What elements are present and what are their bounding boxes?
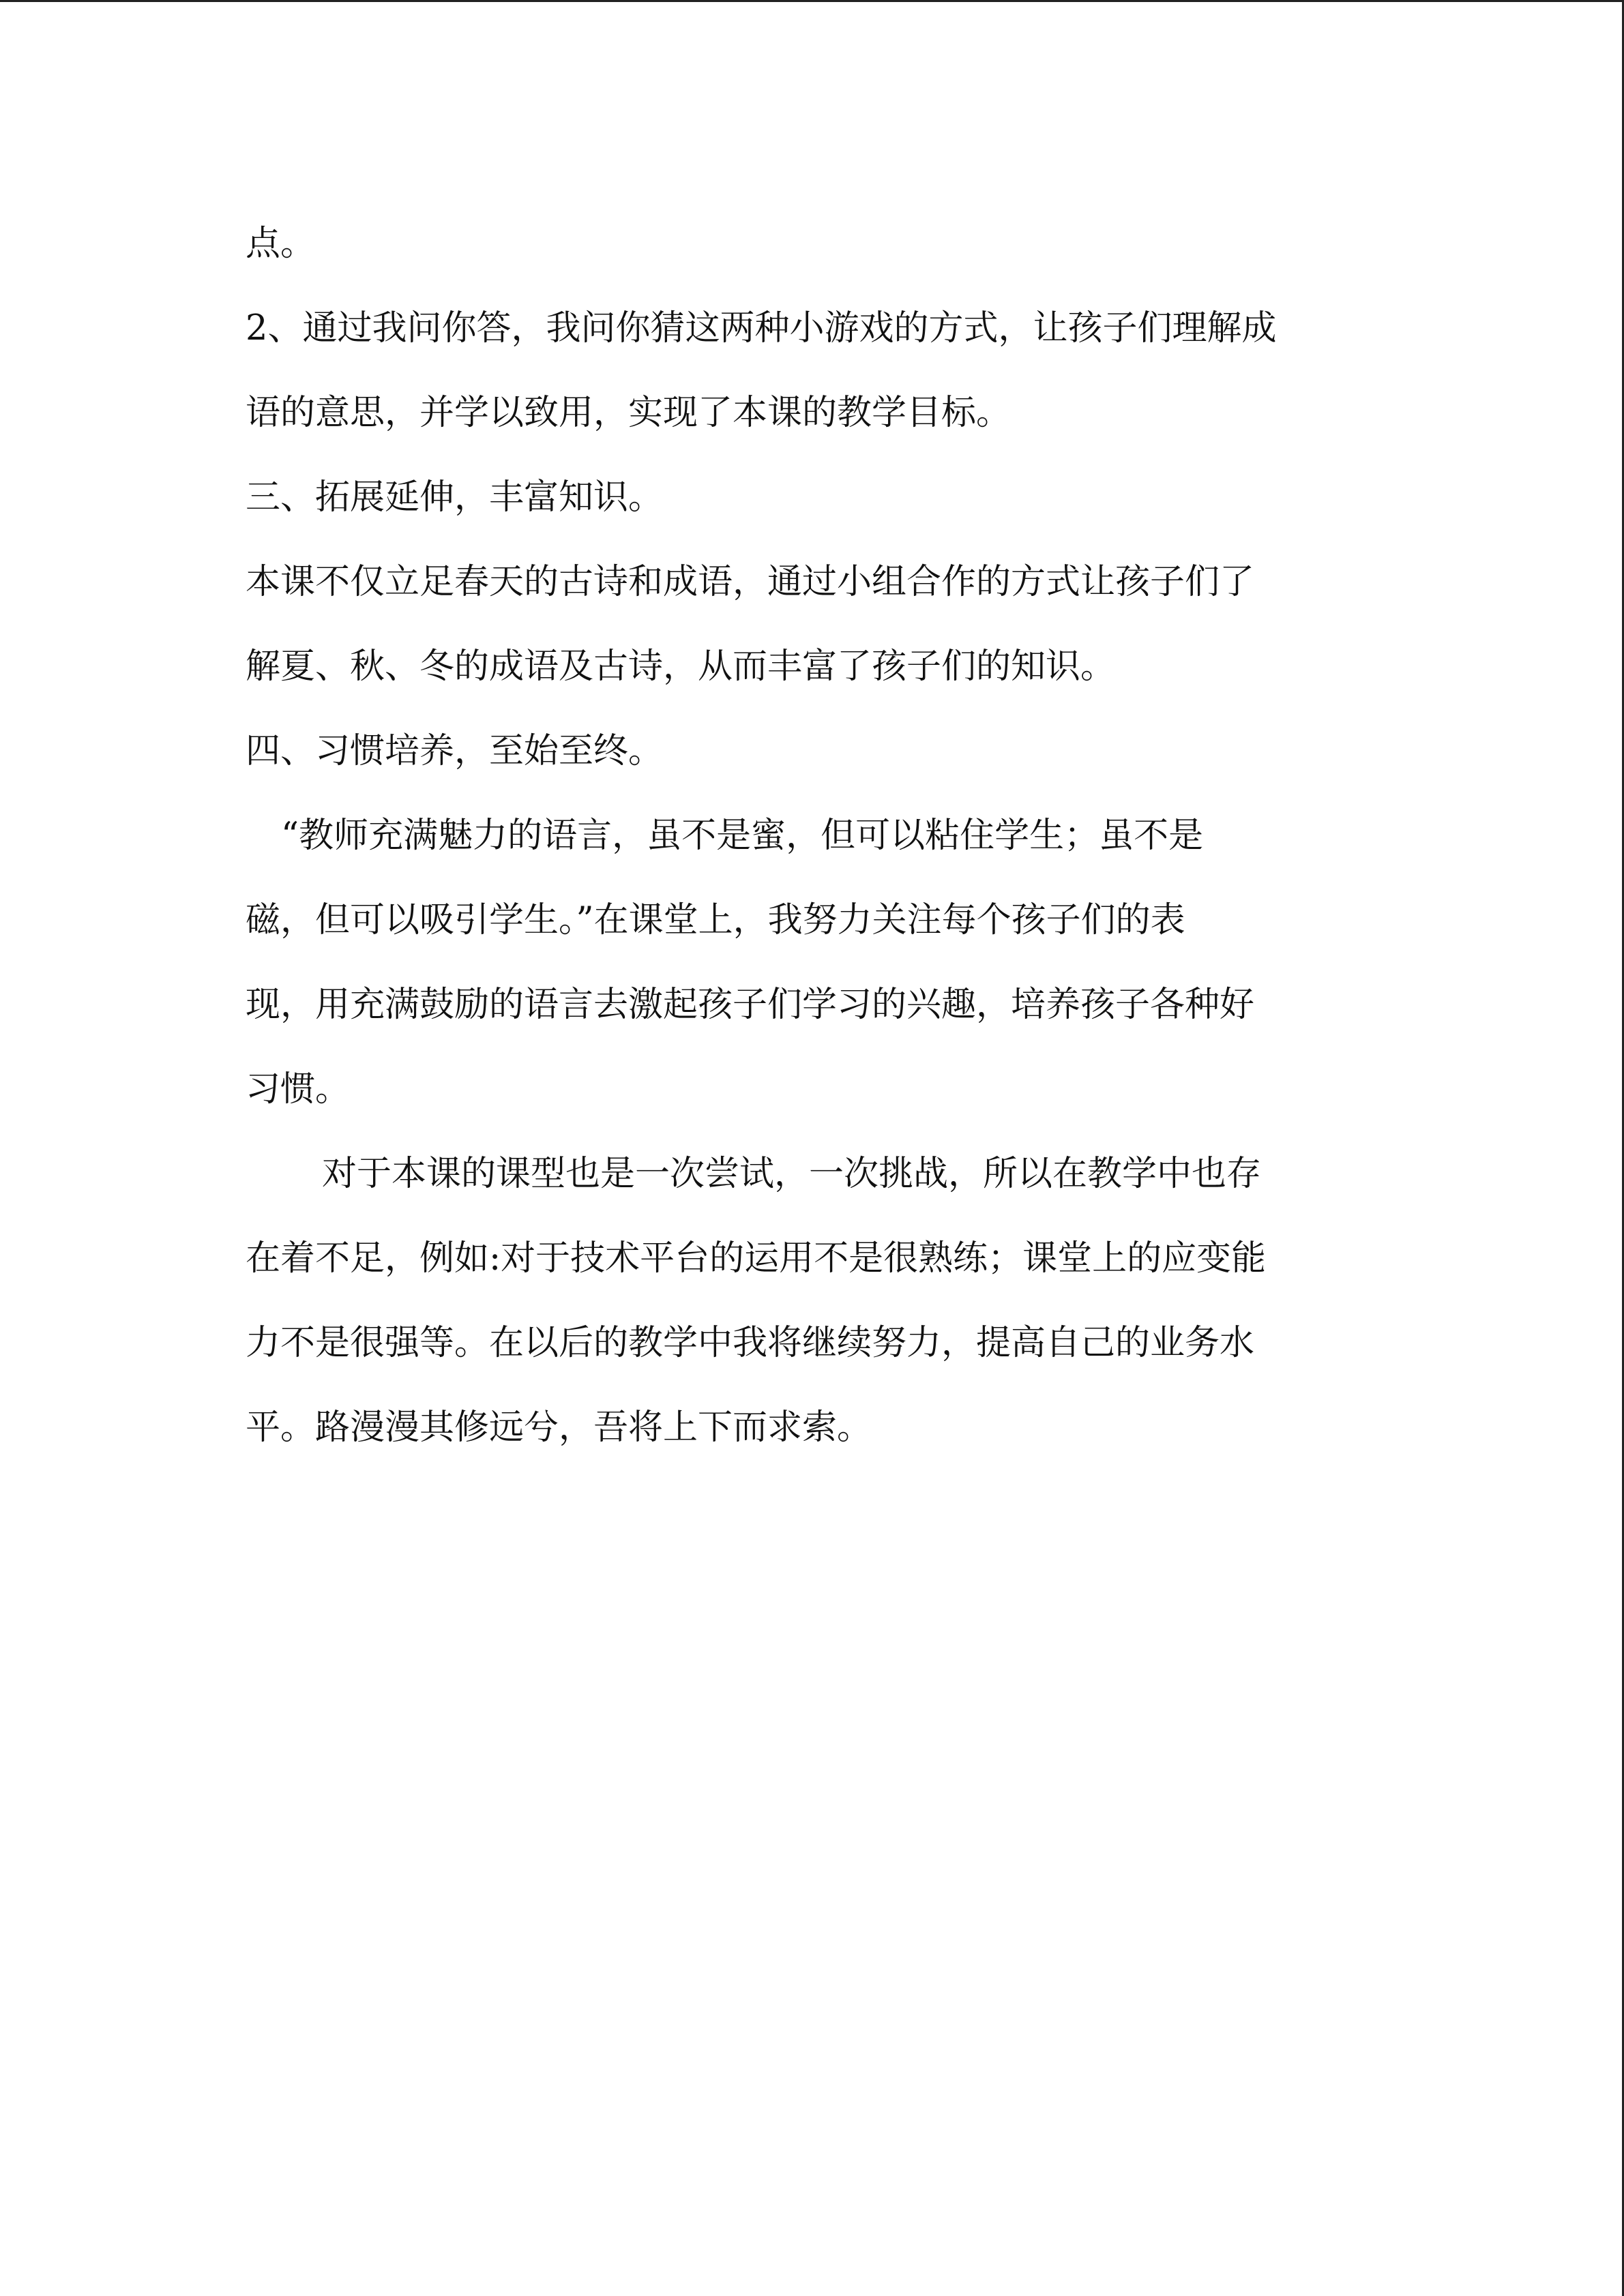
text-line: 在着不足，例如:对于技术平台的运用不是很熟练；课堂上的应变能 — [246, 1238, 1267, 1279]
text-line: 点。 — [246, 224, 316, 264]
text-line: 对于本课的课型也是一次尝试，一次挑战，所以在教学中也存 — [322, 1154, 1262, 1194]
text-line: 语的意思，并学以致用，实现了本课的教学目标。 — [246, 393, 1012, 433]
text-line: 解夏、秋、冬的成语及古诗，从而丰富了孩子们的知识。 — [246, 646, 1116, 687]
text-line: 现，用充满鼓励的语言去激起孩子们学习的兴趣，培养孩子各种好 — [246, 985, 1255, 1025]
section-heading: 三、拓展延伸，丰富知识。 — [246, 477, 664, 518]
text-line: 平。路漫漫其修远兮，吾将上下而求索。 — [246, 1407, 872, 1448]
page-top-border — [0, 0, 1624, 2]
text-line: 2、通过我问你答，我问你猜这两种小游戏的方式，让孩子们理解成 — [246, 308, 1277, 348]
text-line: 磁，但可以吸引学生。”在课堂上，我努力关注每个孩子们的表 — [246, 900, 1185, 940]
text-line: “教师充满魅力的语言，虽不是蜜，但可以粘住学生；虽不是 — [281, 816, 1204, 856]
text-line: 习惯。 — [246, 1069, 351, 1109]
text-line: 力不是很强等。在以后的教学中我将继续努力，提高自己的业务水 — [246, 1323, 1255, 1363]
section-heading: 四、习惯培养，至始至终。 — [246, 731, 664, 771]
text-line: 本课不仅立足春天的古诗和成语，通过小组合作的方式让孩子们了 — [246, 562, 1255, 602]
